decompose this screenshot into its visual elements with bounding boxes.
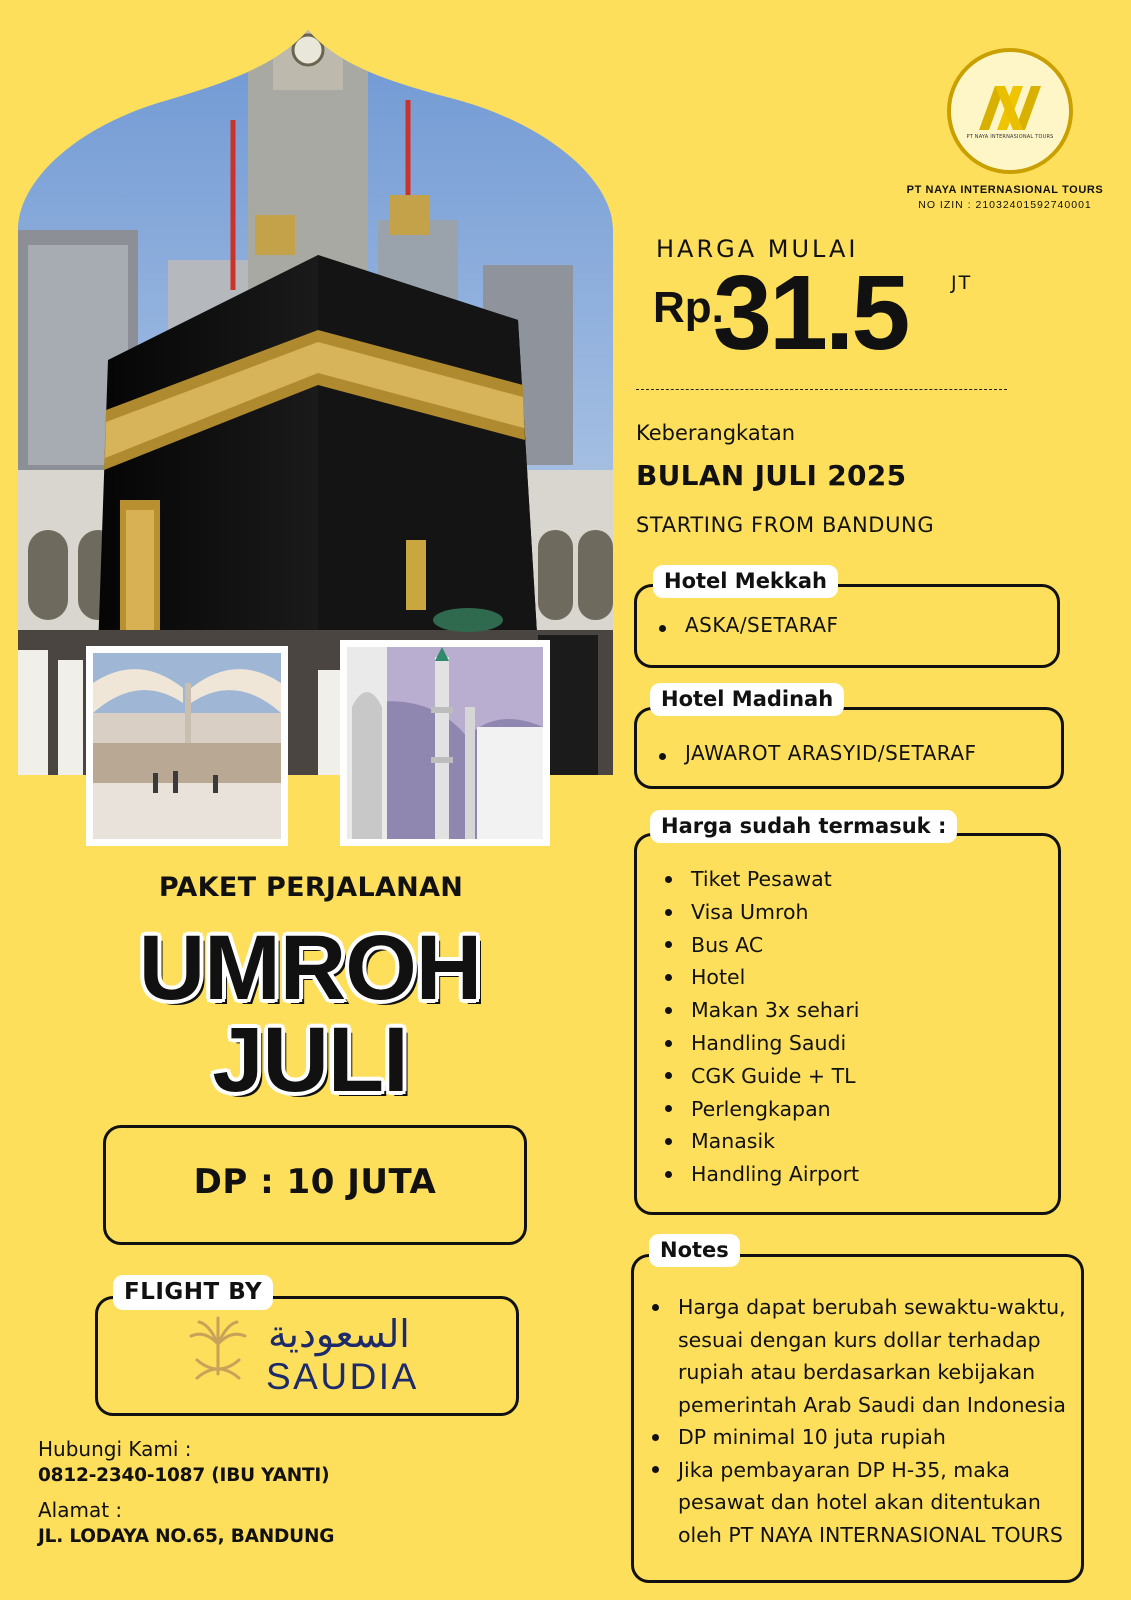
list-item: Perlengkapan xyxy=(661,1093,860,1126)
list-item: Handling Airport xyxy=(661,1158,860,1191)
divider xyxy=(636,389,1007,390)
included-title: Harga sudah termasuk : xyxy=(650,810,957,843)
list-item: Handling Saudi xyxy=(661,1027,860,1060)
logo-caption: PT NAYA INTERNASIONAL TOURS xyxy=(966,134,1054,140)
list-item: Manasik xyxy=(661,1125,860,1158)
notes-title: Notes xyxy=(649,1234,740,1267)
company-name: PT NAYA INTERNASIONAL TOURS xyxy=(906,184,1104,196)
saudia-arabic-wordmark: السعودية xyxy=(268,1312,410,1356)
package-subtitle: PAKET PERJALANAN xyxy=(158,872,464,903)
price-label: HARGA MULAI xyxy=(656,235,859,263)
company-logo xyxy=(947,48,1073,174)
address-value: JL. LODAYA NO.65, BANDUNG xyxy=(38,1526,335,1547)
list-item: Harga dapat berubah sewaktu-waktu, sesuai dengan kurs dollar terhadap rupiah atau berdasarkan kebijakan pemerintah Arab Saudi dan Indonesia xyxy=(648,1291,1068,1421)
list-item: Tiket Pesawat xyxy=(661,863,860,896)
price-unit: JT xyxy=(951,272,973,294)
price-currency: Rp. xyxy=(653,283,724,332)
list-item: Jika pembayaran DP H-35, maka pesawat dan hotel akan ditentukan oleh PT NAYA INTERNASIONAL TOURS xyxy=(648,1454,1068,1552)
dp-text: DP : 10 JUTA xyxy=(193,1162,437,1202)
list-item: ASKA/SETARAF xyxy=(655,613,839,637)
hotel-mekkah-title: Hotel Mekkah xyxy=(653,565,838,598)
list-item: Hotel xyxy=(661,961,860,994)
notes-box xyxy=(631,1254,1084,1583)
list-item: Bus AC xyxy=(661,929,860,962)
saudia-palm-icon xyxy=(183,1316,253,1386)
departure-month: BULAN JULI 2025 xyxy=(636,459,907,492)
list-item: DP minimal 10 juta rupiah xyxy=(648,1421,1068,1454)
list-item: CGK Guide + TL xyxy=(661,1060,860,1093)
package-title-line1: UMROH xyxy=(138,917,482,1019)
list-item: JAWAROT ARASYID/SETARAF xyxy=(655,741,977,765)
departure-label: Keberangkatan xyxy=(636,421,796,445)
list-item: Makan 3x sehari xyxy=(661,994,860,1027)
hotel-madinah-box xyxy=(634,707,1064,789)
flight-label: FLIGHT BY xyxy=(113,1275,273,1310)
nabawi-minaret-photo xyxy=(340,640,550,846)
contact-phone: 0812-2340-1087 (IBU YANTI) xyxy=(38,1465,330,1486)
license-number: NO IZIN : 21032401592740001 xyxy=(918,199,1092,211)
price-amount: 31.5 xyxy=(713,254,908,372)
contact-label: Hubungi Kami : xyxy=(38,1437,192,1461)
hotel-madinah-title: Hotel Madinah xyxy=(650,683,844,716)
nabawi-umbrellas-photo xyxy=(86,646,288,846)
address-label: Alamat : xyxy=(38,1498,123,1522)
package-title-line2: JULI xyxy=(212,1009,408,1111)
included-box xyxy=(634,833,1061,1215)
saudia-wordmark: SAUDIA xyxy=(266,1356,419,1397)
departure-origin: STARTING FROM BANDUNG xyxy=(636,513,935,537)
list-item: Visa Umroh xyxy=(661,896,860,929)
